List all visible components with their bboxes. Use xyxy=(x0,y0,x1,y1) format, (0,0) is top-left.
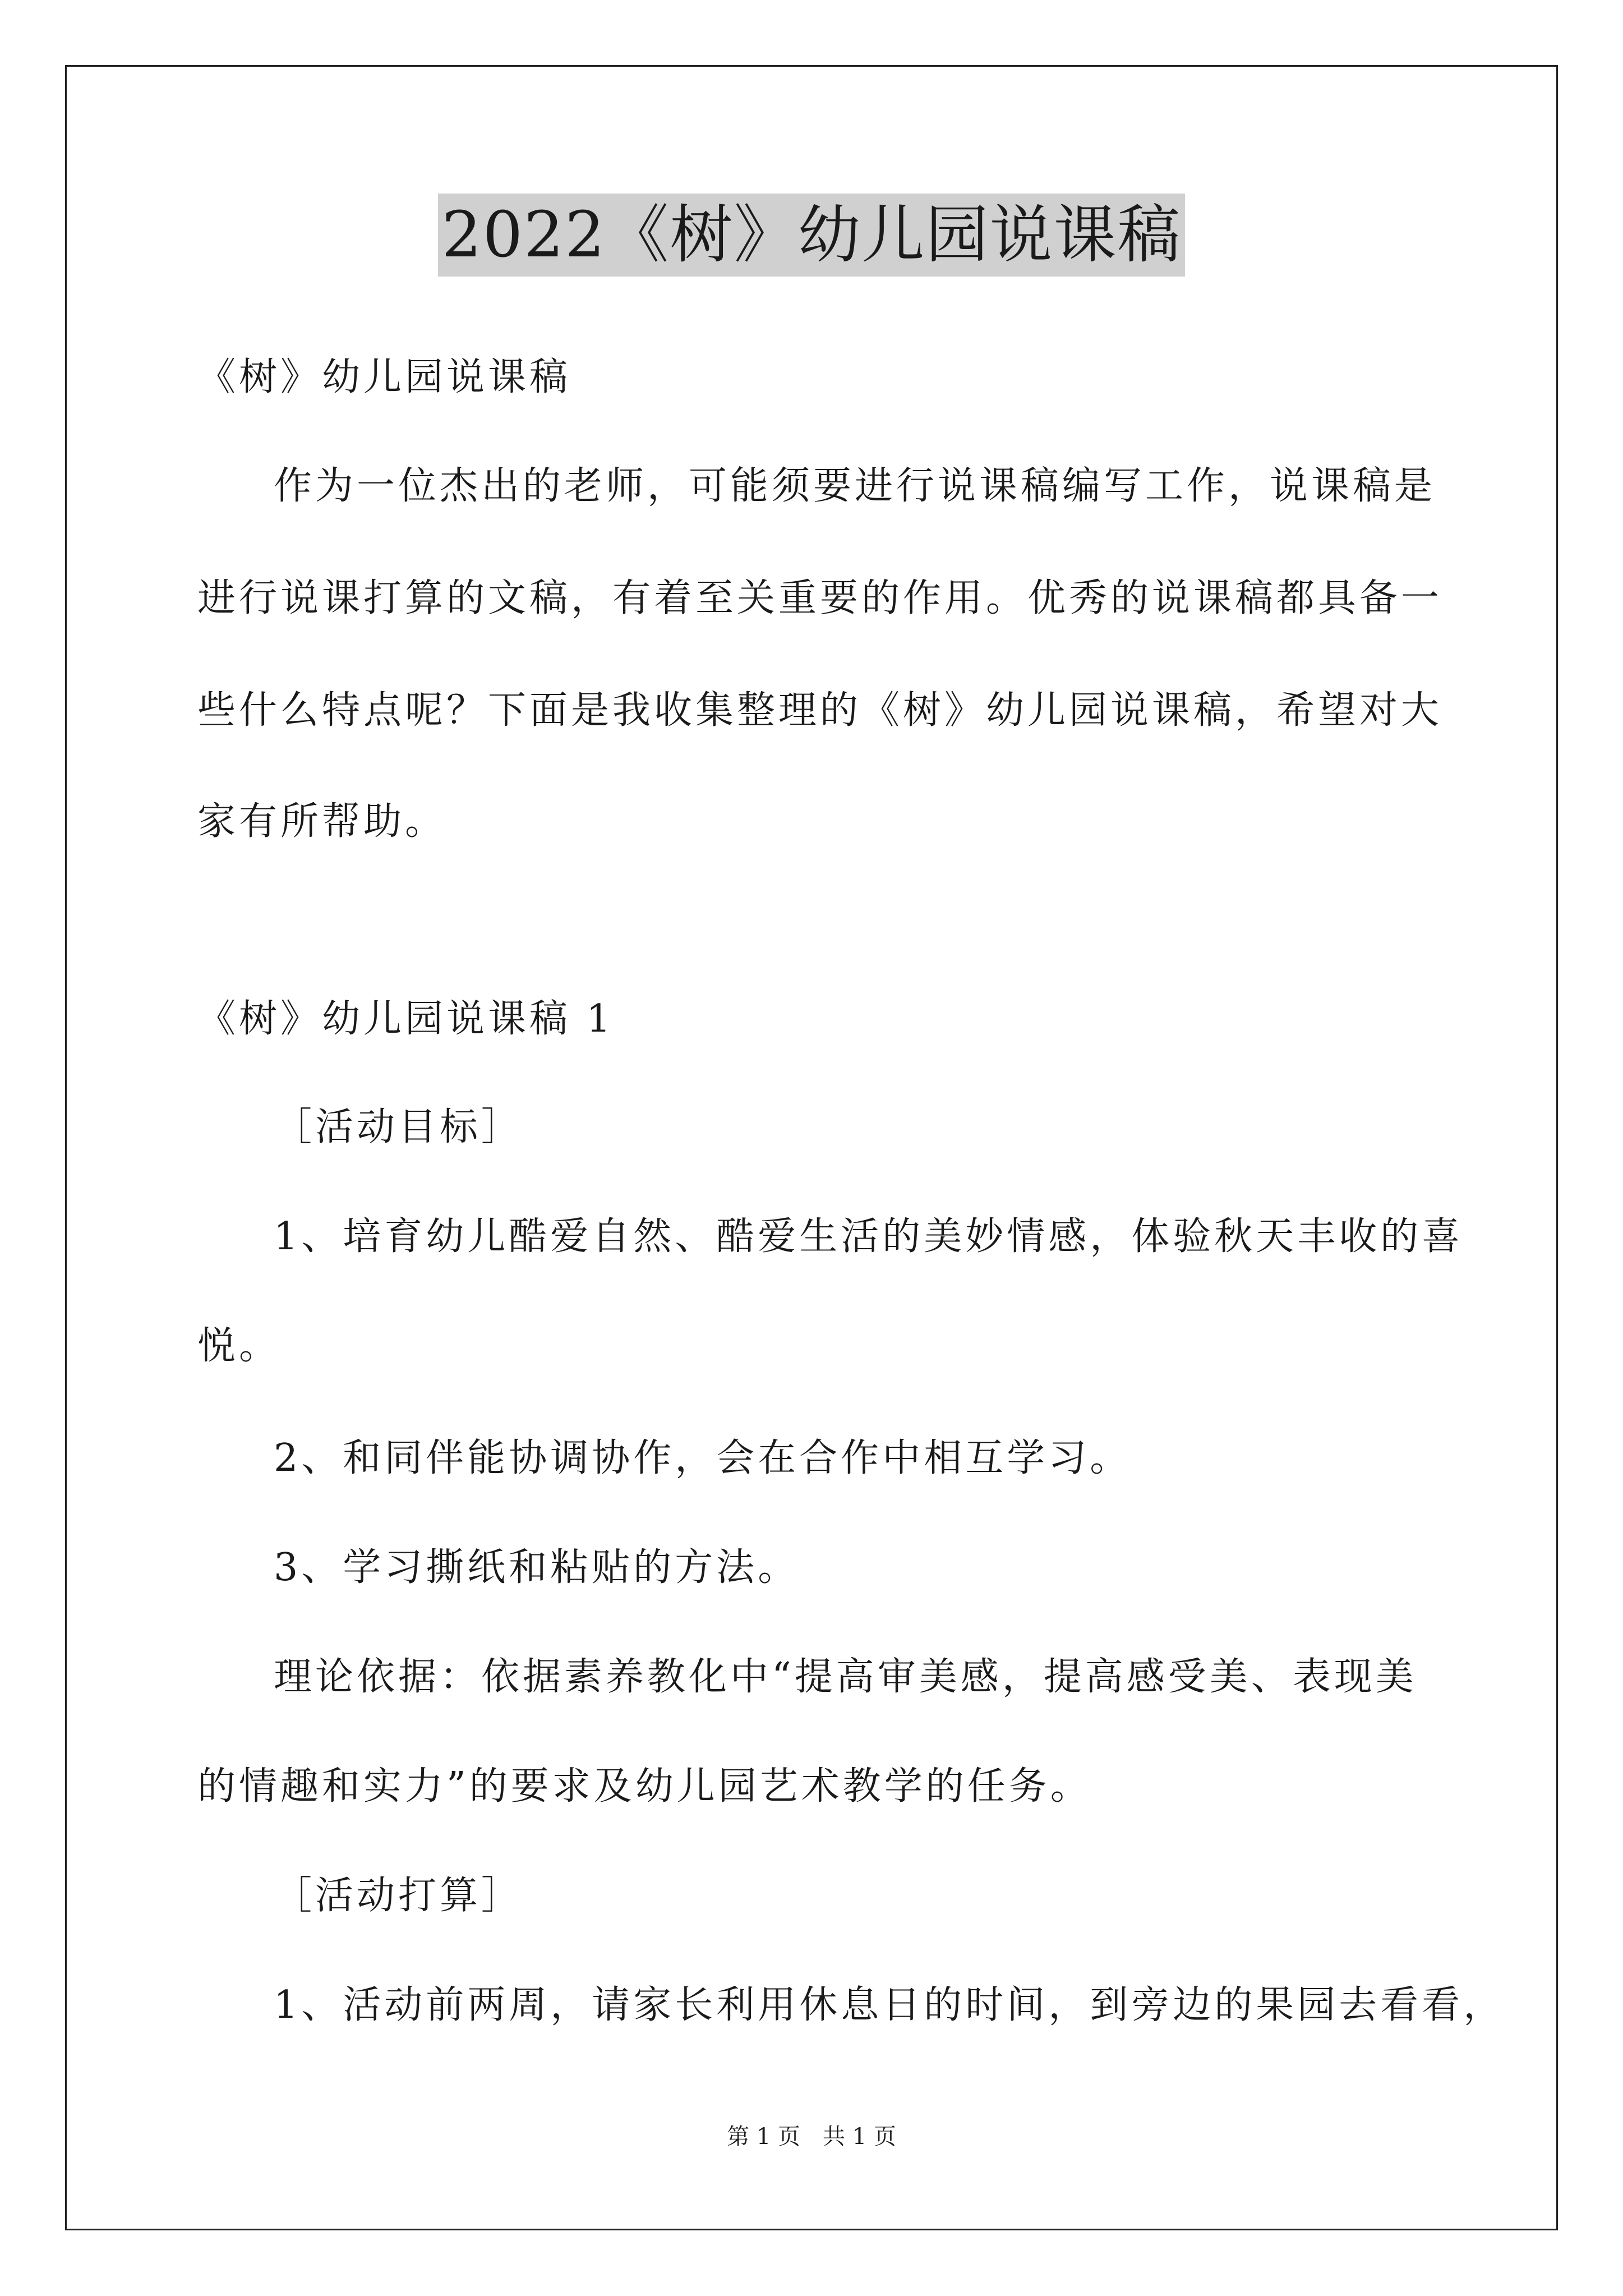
subsection-heading: ［活动目标］ xyxy=(274,1105,523,1149)
paragraph-line: 3、学习撕纸和粘贴的方法。 xyxy=(274,1545,800,1590)
paragraph-line: 的情趣和实力”的要求及幼儿园艺术教学的任务。 xyxy=(197,1764,1092,1809)
paragraph-line: 些什么特点呢？下面是我收集整理的《树》幼儿园说课稿，希望对大 xyxy=(197,688,1443,733)
section-heading: 《树》幼儿园说课稿 1 xyxy=(197,997,614,1041)
subtitle-line: 《树》幼儿园说课稿 xyxy=(197,355,571,399)
paragraph-line: 1、培育幼儿酷爱自然、酷爱生活的美妙情感，体验秋天丰收的喜 xyxy=(274,1214,1464,1259)
subsection-heading: ［活动打算］ xyxy=(274,1874,523,1918)
paragraph-line: 理论依据：依据素养教化中“提高审美感，提高感受美、表现美 xyxy=(274,1655,1417,1699)
page-footer: 第 1 页 共 1 页 xyxy=(727,2124,896,2150)
paragraph-line: 悦。 xyxy=(197,1324,281,1368)
paragraph-line: 2、和同伴能协调协作，会在合作中相互学习。 xyxy=(274,1436,1132,1480)
paragraph-line: 作为一位杰出的老师，可能须要进行说课稿编写工作，说课稿是 xyxy=(274,464,1436,508)
paragraph-line: 家有所帮助。 xyxy=(197,799,447,844)
title-container xyxy=(0,194,1623,277)
paragraph-line: 进行说课打算的文稿，有着至关重要的作用。优秀的说课稿都具备一 xyxy=(197,576,1443,620)
document-title: 2022《树》幼儿园说课稿 xyxy=(438,194,1184,277)
paragraph-line: 1、活动前两周，请家长利用休息日的时间，到旁边的果园去看看， xyxy=(274,1983,1505,2027)
